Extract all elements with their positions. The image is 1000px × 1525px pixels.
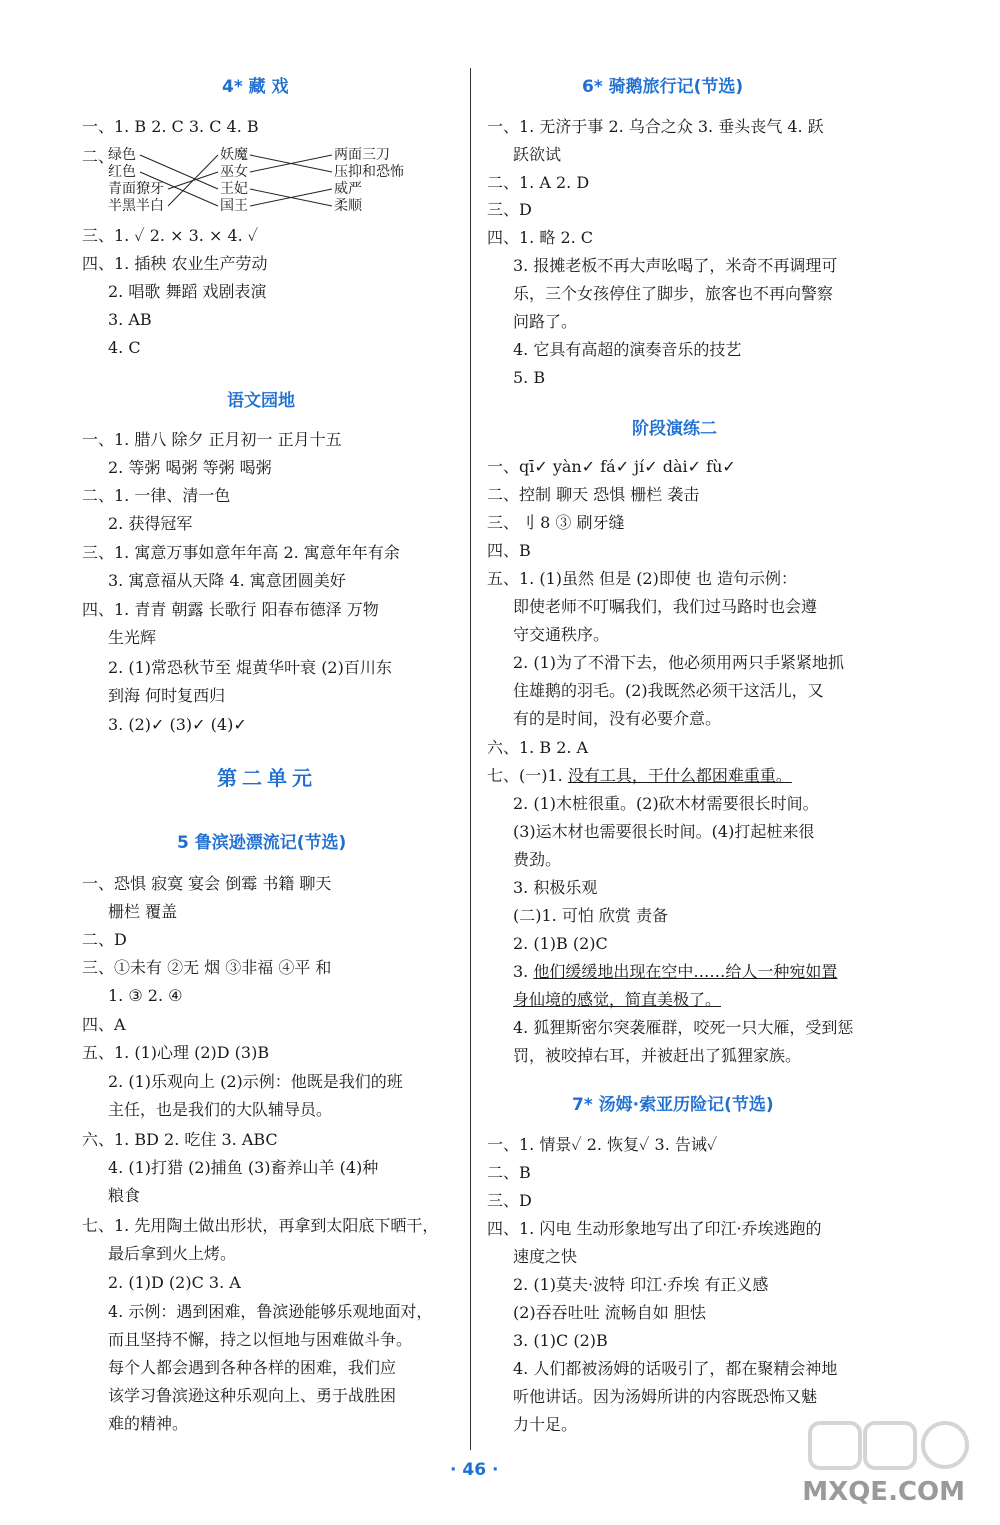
answer-line: 2. (1)莫夫·波特 印江·乔埃 有正义感 <box>513 1275 769 1294</box>
match-mid-item: 王妃 <box>220 181 248 197</box>
answer-line: (二)1. 可怕 欣赏 责备 <box>513 906 669 925</box>
answer-line: 而且坚持不懈，持之以恒地与困难做斗争。 <box>108 1330 413 1349</box>
answer-line: (3)运木材也需要很长时间。(4)打起桩来很 <box>513 822 815 841</box>
section-title-7: 7* 汤姆·索亚历险记(节选) <box>572 1095 774 1115</box>
answer-line: 即使老师不叮嘱我们，我们过马路时也会遵 <box>513 597 818 616</box>
answer-line: 一、1. B 2. C 3. C 4. B <box>82 117 259 136</box>
answer-line: 三、D <box>487 1191 532 1210</box>
answer-line: 4. C <box>108 338 141 357</box>
page-number: · 46 · <box>450 1460 499 1480</box>
answer-line: 4. 人们都被汤姆的话吸引了，都在聚精会神地 <box>513 1359 838 1378</box>
answer-line: 2. (1)为了不滑下去，他必须用两只手紧紧地抓 <box>513 653 845 672</box>
answer-line: 生光辉 <box>108 628 157 647</box>
answer-line: 三、①未有 ②无 烟 ③非福 ④平 和 <box>82 958 332 977</box>
answer-line: 一、1. 情景✓ 2. 恢复✓ 3. 告诫✓ <box>487 1135 718 1154</box>
answer-line: 4. 狐狸斯密尔突袭雁群，咬死一只大雁，受到惩 <box>513 1018 854 1037</box>
answer-line <box>487 766 792 786</box>
match-mid-item: 巫女 <box>220 164 248 180</box>
underlined-answer: 没有工具，干什么都困难重重。 <box>567 766 792 785</box>
answer-line: 2. (1)D (2)C 3. A <box>108 1273 241 1292</box>
answer-line: 一、1. 无济于事 2. 乌合之众 3. 垂头丧气 4. 跃 <box>487 117 824 136</box>
answer-line: 守交通秩序。 <box>513 625 610 644</box>
answer-line: 四、B <box>487 541 531 560</box>
match-left-item: 绿色 <box>108 147 136 163</box>
answer-line: 二、控制 聊天 恐惧 栅栏 袭击 <box>487 485 700 504</box>
answer-line: 罚，被咬掉右耳，并被赶出了狐狸家族。 <box>513 1046 802 1065</box>
answer-line: 3. 积极乐观 <box>513 878 598 897</box>
answer-line: 跃欲试 <box>513 145 562 164</box>
answer-line: 五、1. (1)虽然 但是 (2)即使 也 造句示例： <box>487 569 798 588</box>
answer-line: 住雄鹅的羽毛。(2)我既然必须干这活儿，又 <box>513 681 824 700</box>
answer-line: 四、1. 青青 朝露 长歌行 阳春布德泽 万物 <box>82 600 379 619</box>
answer-line: 3. 报摊老板不再大声吆喝了，米奇不再调理可 <box>513 256 838 275</box>
answer-line: 四、A <box>82 1015 126 1034</box>
section-title-6: 6* 骑鹅旅行记(节选) <box>582 77 744 97</box>
section-title-stage-2: 阶段演练二 <box>632 419 717 439</box>
match-right-item: 柔顺 <box>334 198 362 214</box>
match-right-item: 压抑和恐怖 <box>334 164 404 180</box>
answer-line: 二、D <box>82 930 127 949</box>
answer-line: 有的是时间，没有必要介意。 <box>513 709 722 728</box>
answer-line: 五、1. (1)心理 (2)D (3)B <box>82 1043 270 1062</box>
answer-line: 二、1. A 2. D <box>487 173 590 192</box>
answer-line: 2. 等粥 喝粥 等粥 喝粥 <box>108 458 272 477</box>
underlined-answer: 他们缓缓地出现在空中……给人一种宛如置 <box>533 962 838 981</box>
answer-line: 栅栏 覆盖 <box>108 902 178 921</box>
answer-prefix: 七、(一)1. <box>487 766 568 785</box>
answer-line: 3. 寓意福从天降 4. 寓意团圆美好 <box>108 571 346 590</box>
answer-line: 3. AB <box>108 310 152 329</box>
underlined-answer: 身仙境的感觉，简直美极了。 <box>513 990 722 1009</box>
column-divider <box>470 68 471 1450</box>
answer-line: 4. (1)打猎 (2)捕鱼 (3)畜养山羊 (4)种 <box>108 1158 379 1177</box>
answer-line: 费劲。 <box>513 850 562 869</box>
answer-line: 一、1. 腊八 除夕 正月初一 正月十五 <box>82 430 342 449</box>
section-title-4: 4* 藏 戏 <box>222 77 289 97</box>
match-mid-item: 妖魔 <box>220 147 248 163</box>
match-left-item: 半黑半白 <box>108 198 164 214</box>
answer-line: 3. (2)✓ (3)✓ (4)✓ <box>108 715 247 734</box>
answer-line: 一、qī✓ yàn✓ fá✓ jí✓ dài✓ fù✓ <box>487 457 736 476</box>
answer-line: 速度之快 <box>513 1247 578 1266</box>
answer-line: 三、1. ✓ 2. × 3. × 4. ✓ <box>82 226 259 245</box>
watermark-text: MXQE.COM <box>802 1477 965 1507</box>
answer-line: 2. 获得冠军 <box>108 514 193 533</box>
match-mid-item: 国王 <box>220 198 248 214</box>
answer-prefix: 3. <box>513 962 534 981</box>
match-right-item: 两面三刀 <box>334 147 390 163</box>
section-title-5: 5 鲁滨逊漂流记(节选) <box>177 833 347 853</box>
answer-line: 2. (1)木桩很重。(2)砍木材需要很长时间。 <box>513 794 819 813</box>
answer-line: 二、 <box>82 147 115 166</box>
answer-line: 5. B <box>513 368 546 387</box>
answer-line: 七、1. 先用陶土做出形状，再拿到太阳底下晒干， <box>82 1216 439 1235</box>
answer-line: 最后拿到火上烤。 <box>108 1244 237 1263</box>
answer-line: 二、1. 一律、清一色 <box>82 486 231 505</box>
answer-line: 力十足。 <box>513 1415 578 1434</box>
answer-line: 2. (1)常恐秋节至 焜黄华叶衰 (2)百川东 <box>108 658 392 677</box>
unit-title: 第二单元 <box>217 766 317 790</box>
answer-line: 听他讲话。因为汤姆所讲的内容既恐怖又魅 <box>513 1387 818 1406</box>
answer-line: 一、恐惧 寂寞 宴会 倒霉 书籍 聊天 <box>82 874 332 893</box>
answer-line: 2. (1)乐观向上 (2)示例：他既是我们的班 <box>108 1072 403 1091</box>
answer-line: 粮食 <box>108 1186 141 1205</box>
answer-line: 2. 唱歌 舞蹈 戏剧表演 <box>108 282 267 301</box>
answer-line: 四、1. 略 2. C <box>487 228 594 247</box>
answer-line: 二、B <box>487 1163 531 1182</box>
answer-line: 该学习鲁滨逊这种乐观向上、勇于战胜困 <box>108 1386 397 1405</box>
answer-line: 2. (1)B (2)C <box>513 934 608 953</box>
section-title-yuwen: 语文园地 <box>227 391 295 411</box>
answer-line <box>513 962 837 982</box>
answer-line: 问路了。 <box>513 312 578 331</box>
answer-line: 三、1. 寓意万事如意年年高 2. 寓意年年有余 <box>82 543 400 562</box>
answer-line: 4. 它具有高超的演奏音乐的技艺 <box>513 340 742 359</box>
matching-lines <box>108 147 438 217</box>
answer-line: 乐，三个女孩停住了脚步，旅客也不再向警察 <box>513 284 834 303</box>
answer-line: 三、刂 8 ③ 刷牙缝 <box>487 513 625 532</box>
answer-line: 3. (1)C (2)B <box>513 1331 608 1350</box>
answer-line: 三、D <box>487 200 532 219</box>
answer-line: 难的精神。 <box>108 1414 189 1433</box>
matching-exercise <box>108 147 438 217</box>
answer-line: 四、1. 闪电 生动形象地写出了印江·乔埃逃跑的 <box>487 1219 822 1238</box>
answer-line: (2)吞吞吐吐 流畅自如 胆怯 <box>513 1303 706 1322</box>
answer-line: 四、1. 插秧 农业生产劳动 <box>82 254 268 273</box>
match-right-item: 威严 <box>334 181 362 197</box>
answer-line: 4. 示例：遇到困难，鲁滨逊能够乐观地面对， <box>108 1302 433 1321</box>
answer-line: 每个人都会遇到各种各样的困难，我们应 <box>108 1358 397 1377</box>
answer-line: 主任，也是我们的大队辅导员。 <box>108 1100 333 1119</box>
match-left-item: 红色 <box>108 164 136 180</box>
answer-line: 六、1. B 2. A <box>487 738 589 757</box>
answer-line: 到海 何时复西归 <box>108 686 226 705</box>
match-left-item: 青面獠牙 <box>108 181 164 197</box>
answer-line: 六、1. BD 2. 吃住 3. ABC <box>82 1130 278 1149</box>
answer-line: 1. ③ 2. ④ <box>108 986 183 1005</box>
